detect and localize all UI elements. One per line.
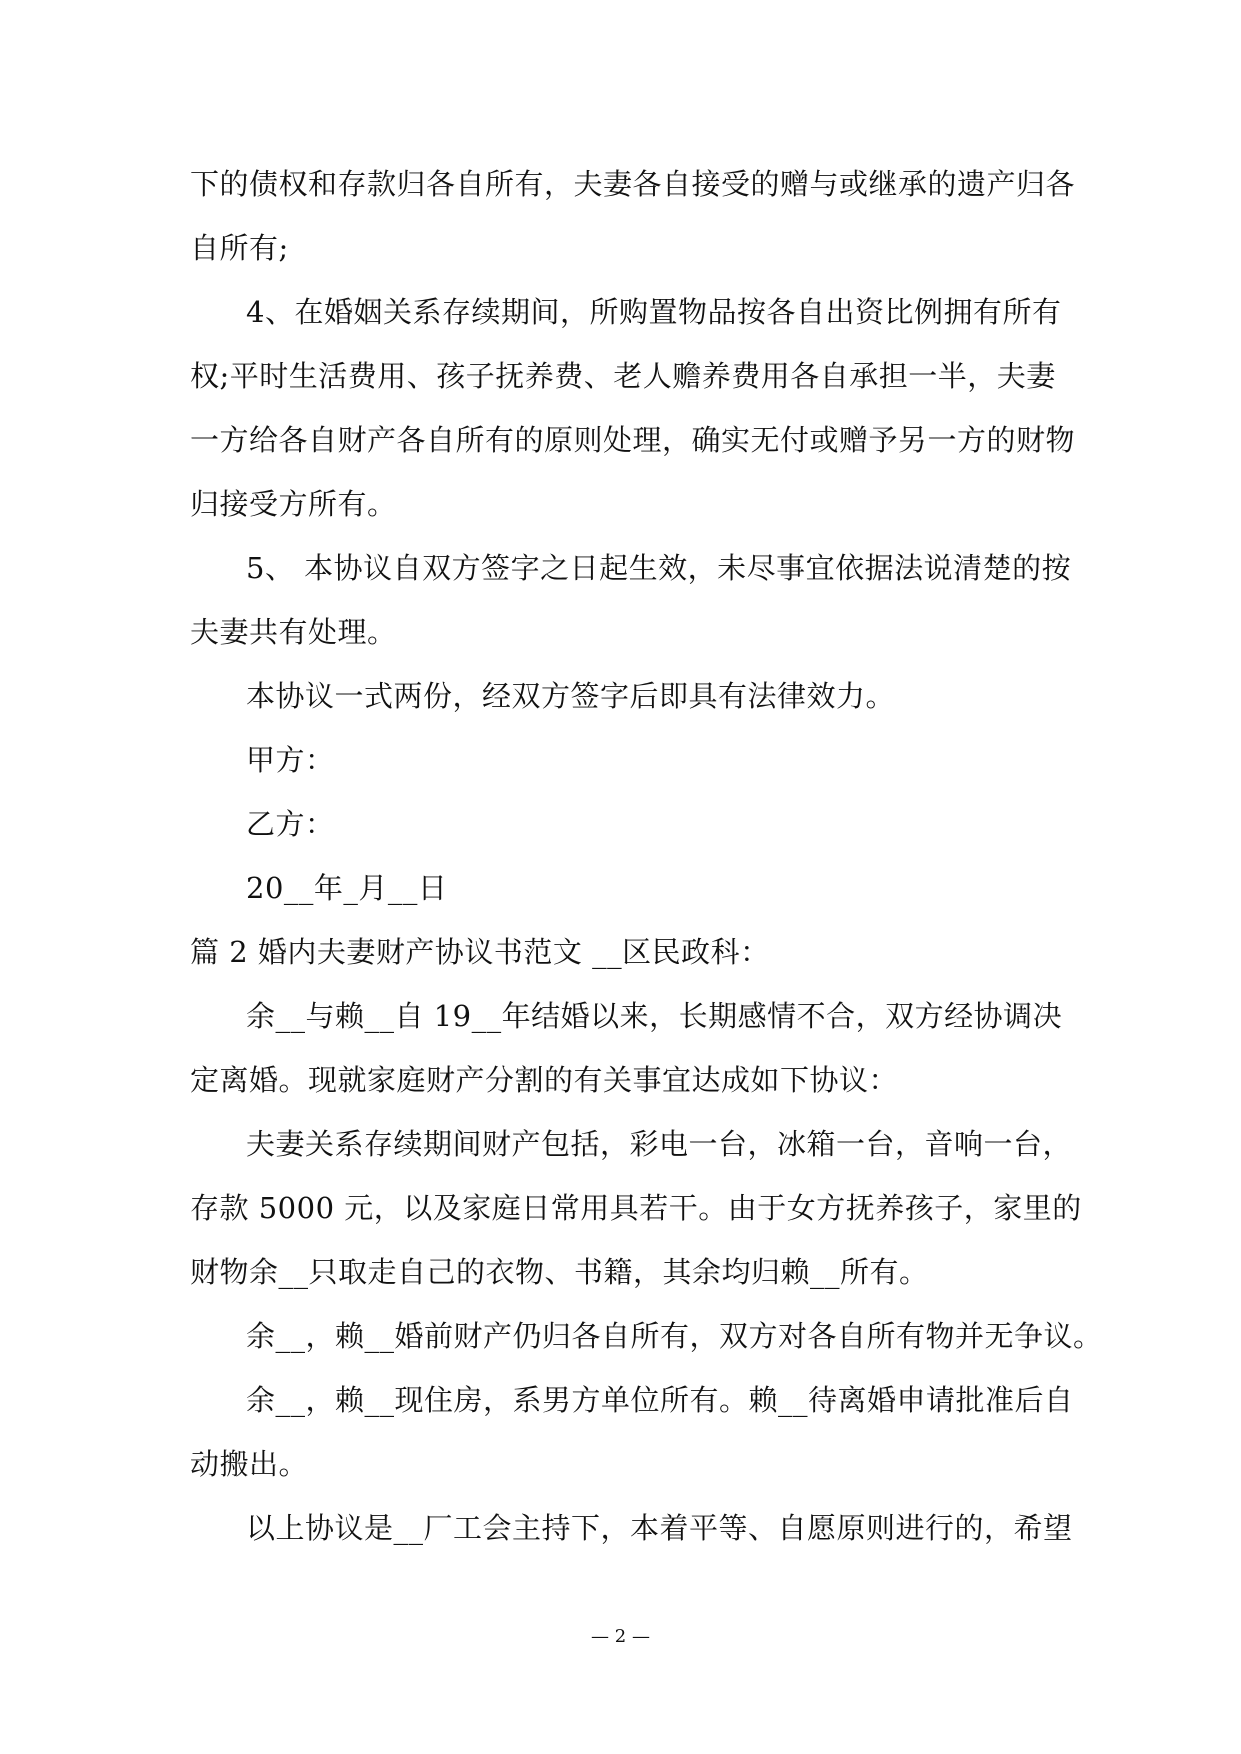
- text-line: 动搬出。: [190, 1447, 309, 1481]
- text-line: 本协议一式两份，经双方签字后即具有法律效力。: [246, 679, 896, 713]
- page-number: — 2 —: [591, 1626, 650, 1647]
- text-line: 下的债权和存款归各自所有，夫妻各自接受的赠与或继承的遗产归各: [190, 167, 1076, 201]
- text-line: 夫妻共有处理。: [190, 615, 397, 649]
- text-line: 财物余__只取走自己的衣物、书籍，其余均归赖__所有。: [190, 1255, 929, 1289]
- party-b-label: 乙方：: [246, 807, 335, 841]
- text-line: 余__，赖__婚前财产仍归各自所有，双方对各自所有物并无争议。: [246, 1319, 1103, 1353]
- section-heading: 篇 2 婚内夫妻财产协议书范文 __区民政科：: [190, 935, 770, 969]
- text-line: 以上协议是__厂工会主持下，本着平等、自愿原则进行的，希望: [246, 1511, 1073, 1545]
- text-line: 定离婚。现就家庭财产分割的有关事宜达成如下协议：: [190, 1063, 899, 1097]
- text-line: 权;平时生活费用、孩子抚养费、老人赡养费用各自承担一半，夫妻: [190, 359, 1056, 393]
- text-line: 4、在婚姻关系存续期间，所购置物品按各自出资比例拥有所有: [246, 295, 1062, 329]
- text-line: 归接受方所有。: [190, 487, 397, 521]
- text-line: 存款 5000 元，以及家庭日常用具若干。由于女方抚养孩子，家里的: [190, 1191, 1082, 1225]
- text-line: 自所有;: [190, 231, 289, 265]
- date-line: 20__年_月__日: [246, 871, 448, 905]
- text-line: 余__，赖__现住房，系男方单位所有。赖__待离婚申请批准后自: [246, 1383, 1074, 1417]
- text-line: 夫妻关系存续期间财产包括，彩电一台，冰箱一台，音响一台，: [246, 1127, 1073, 1161]
- party-a-label: 甲方：: [246, 743, 335, 777]
- text-line: 5、 本协议自双方签字之日起生效，未尽事宜依据法说清楚的按: [246, 551, 1072, 585]
- text-line: 余__与赖__自 19__年结婚以来，长期感情不合，双方经协调决: [246, 999, 1063, 1033]
- text-line: 一方给各自财产各自所有的原则处理，确实无付或赠予另一方的财物: [190, 423, 1076, 457]
